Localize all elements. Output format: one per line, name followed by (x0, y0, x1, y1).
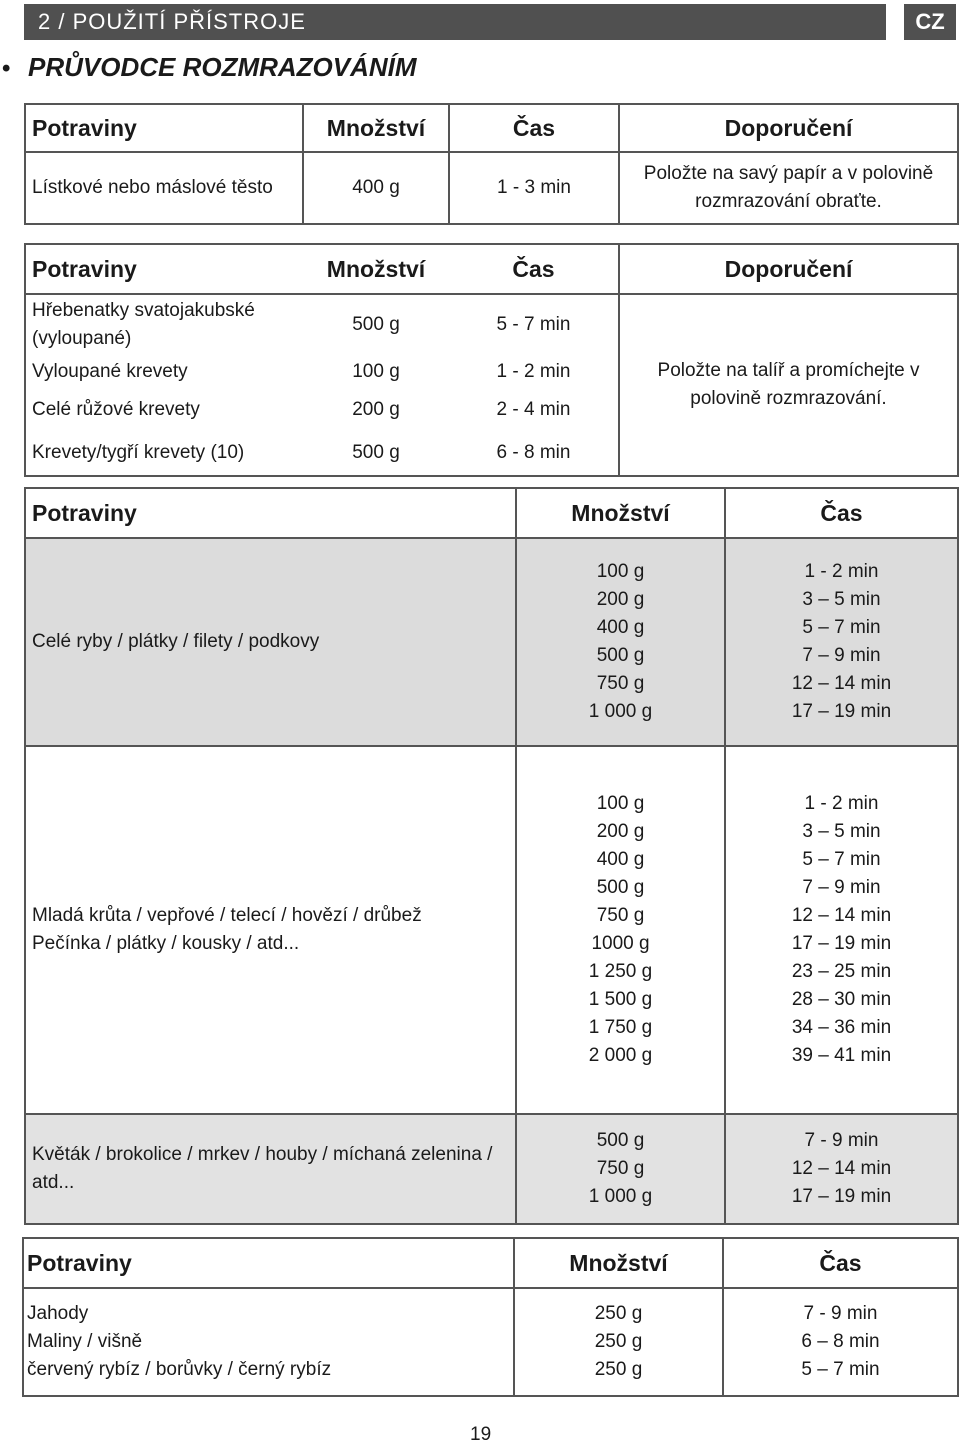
col-header-food: Potraviny (25, 244, 303, 294)
pastry-table (24, 103, 959, 225)
time-cell: 1 - 2 min 3 – 5 min 5 – 7 min 7 – 9 min 12 – 14 min 17 – 19 min (725, 538, 958, 746)
col-header-food: Potraviny (25, 104, 303, 152)
col-header-food: Potraviny (25, 488, 516, 538)
time-cell: 6 - 8 min (449, 430, 619, 476)
food-cell: Květák / brokolice / mrkev / houby / míchaná zelenina / atd... (25, 1114, 516, 1224)
qty-cell: 500 g (303, 430, 449, 476)
qty-cell: 100 g 200 g 400 g 500 g 750 g 1 000 g (516, 538, 725, 746)
qty-cell: 500 g (303, 294, 449, 354)
table-row (25, 294, 958, 354)
col-header-qty: Množství (514, 1238, 723, 1288)
food-cell: Hřebenatky svatojakubské (vyloupané) (25, 294, 303, 354)
section-title: PRŮVODCE ROZMRAZOVÁNÍM (28, 52, 417, 82)
time-cell: 5 - 7 min (449, 294, 619, 354)
qty-cell: 100 g (352, 361, 400, 382)
food-cell: Mladá krůta / vepřové / telecí / hovězí / drůbež Pečínka / plátky / kousky / atd... (25, 746, 516, 1114)
chapter-header-bar (24, 4, 886, 40)
fruit-table (22, 1237, 959, 1397)
time-cell: 1 - 3 min (449, 152, 619, 224)
table-row (25, 746, 958, 1114)
col-header-rec: Doporučení (619, 244, 958, 294)
col-header-qty: Množství (516, 488, 725, 538)
col-header-rec: Doporučení (619, 104, 958, 152)
col-header-time: Čas (723, 1238, 958, 1288)
qty-cell: 100 g 200 g 400 g 500 g 750 g 1000 g 1 250 g 1 500 g 1 750 g 2 000 g (516, 746, 725, 1114)
rec-cell: Položte na talíř a promíchejte v polovině rozmrazování. (619, 294, 958, 476)
food-cell: Krevety/tygří krevety (10) (25, 430, 303, 476)
col-header-food: Potraviny (23, 1238, 514, 1288)
page-number: 19 (470, 1424, 492, 1445)
rec-cell: Položte na savý papír a v polovině rozmrazování obraťte. (619, 152, 958, 224)
qty-cell: 250 g 250 g 250 g (514, 1288, 723, 1396)
time-cell: 1 - 2 min (449, 354, 619, 390)
qty-cell: 500 g 750 g 1 000 g (516, 1114, 725, 1224)
food-cell: Lístkové nebo máslové těsto (25, 152, 303, 224)
table-header-row (23, 1238, 958, 1288)
table-row (25, 152, 958, 224)
section-heading (2, 52, 417, 83)
qty-cell: 400 g (303, 152, 449, 224)
table-header-row (25, 244, 958, 294)
food-cell: Celé ryby / plátky / filety / podkovy (25, 538, 516, 746)
seafood-table (24, 243, 959, 477)
col-header-time: Čas (449, 244, 619, 294)
table-header-row (25, 488, 958, 538)
time-cell: 7 - 9 min 6 – 8 min 5 – 7 min (723, 1288, 958, 1396)
chapter-title: 2 / POUŽITÍ PŘÍSTROJE (38, 9, 306, 34)
table-row (25, 1114, 958, 1224)
col-header-time: Čas (725, 488, 958, 538)
table-header-row (25, 104, 958, 152)
time-cell: 7 - 9 min 12 – 14 min 17 – 19 min (725, 1114, 958, 1224)
table-row (23, 1288, 958, 1396)
qty-cell: 200 g (352, 399, 400, 420)
bullet: • (2, 55, 11, 82)
col-header-qty: Množství (303, 244, 449, 294)
meat-fish-veg-table (24, 487, 959, 1225)
col-header-time: Čas (449, 104, 619, 152)
food-cell: Vyloupané krevety (25, 354, 303, 390)
food-cell: Celé růžové krevety (25, 390, 303, 430)
table-row (25, 538, 958, 746)
time-cell: 2 - 4 min (449, 390, 619, 430)
food-cell: Jahody Maliny / višně červený rybíz / borůvky / černý rybíz (23, 1288, 514, 1396)
col-header-qty: Množství (303, 104, 449, 152)
language-badge: CZ (904, 4, 956, 40)
time-cell: 1 - 2 min 3 – 5 min 5 – 7 min 7 – 9 min 12 – 14 min 17 – 19 min 23 – 25 min 28 – 30 min 34 – 36 min 39 – 41 min (725, 746, 958, 1114)
